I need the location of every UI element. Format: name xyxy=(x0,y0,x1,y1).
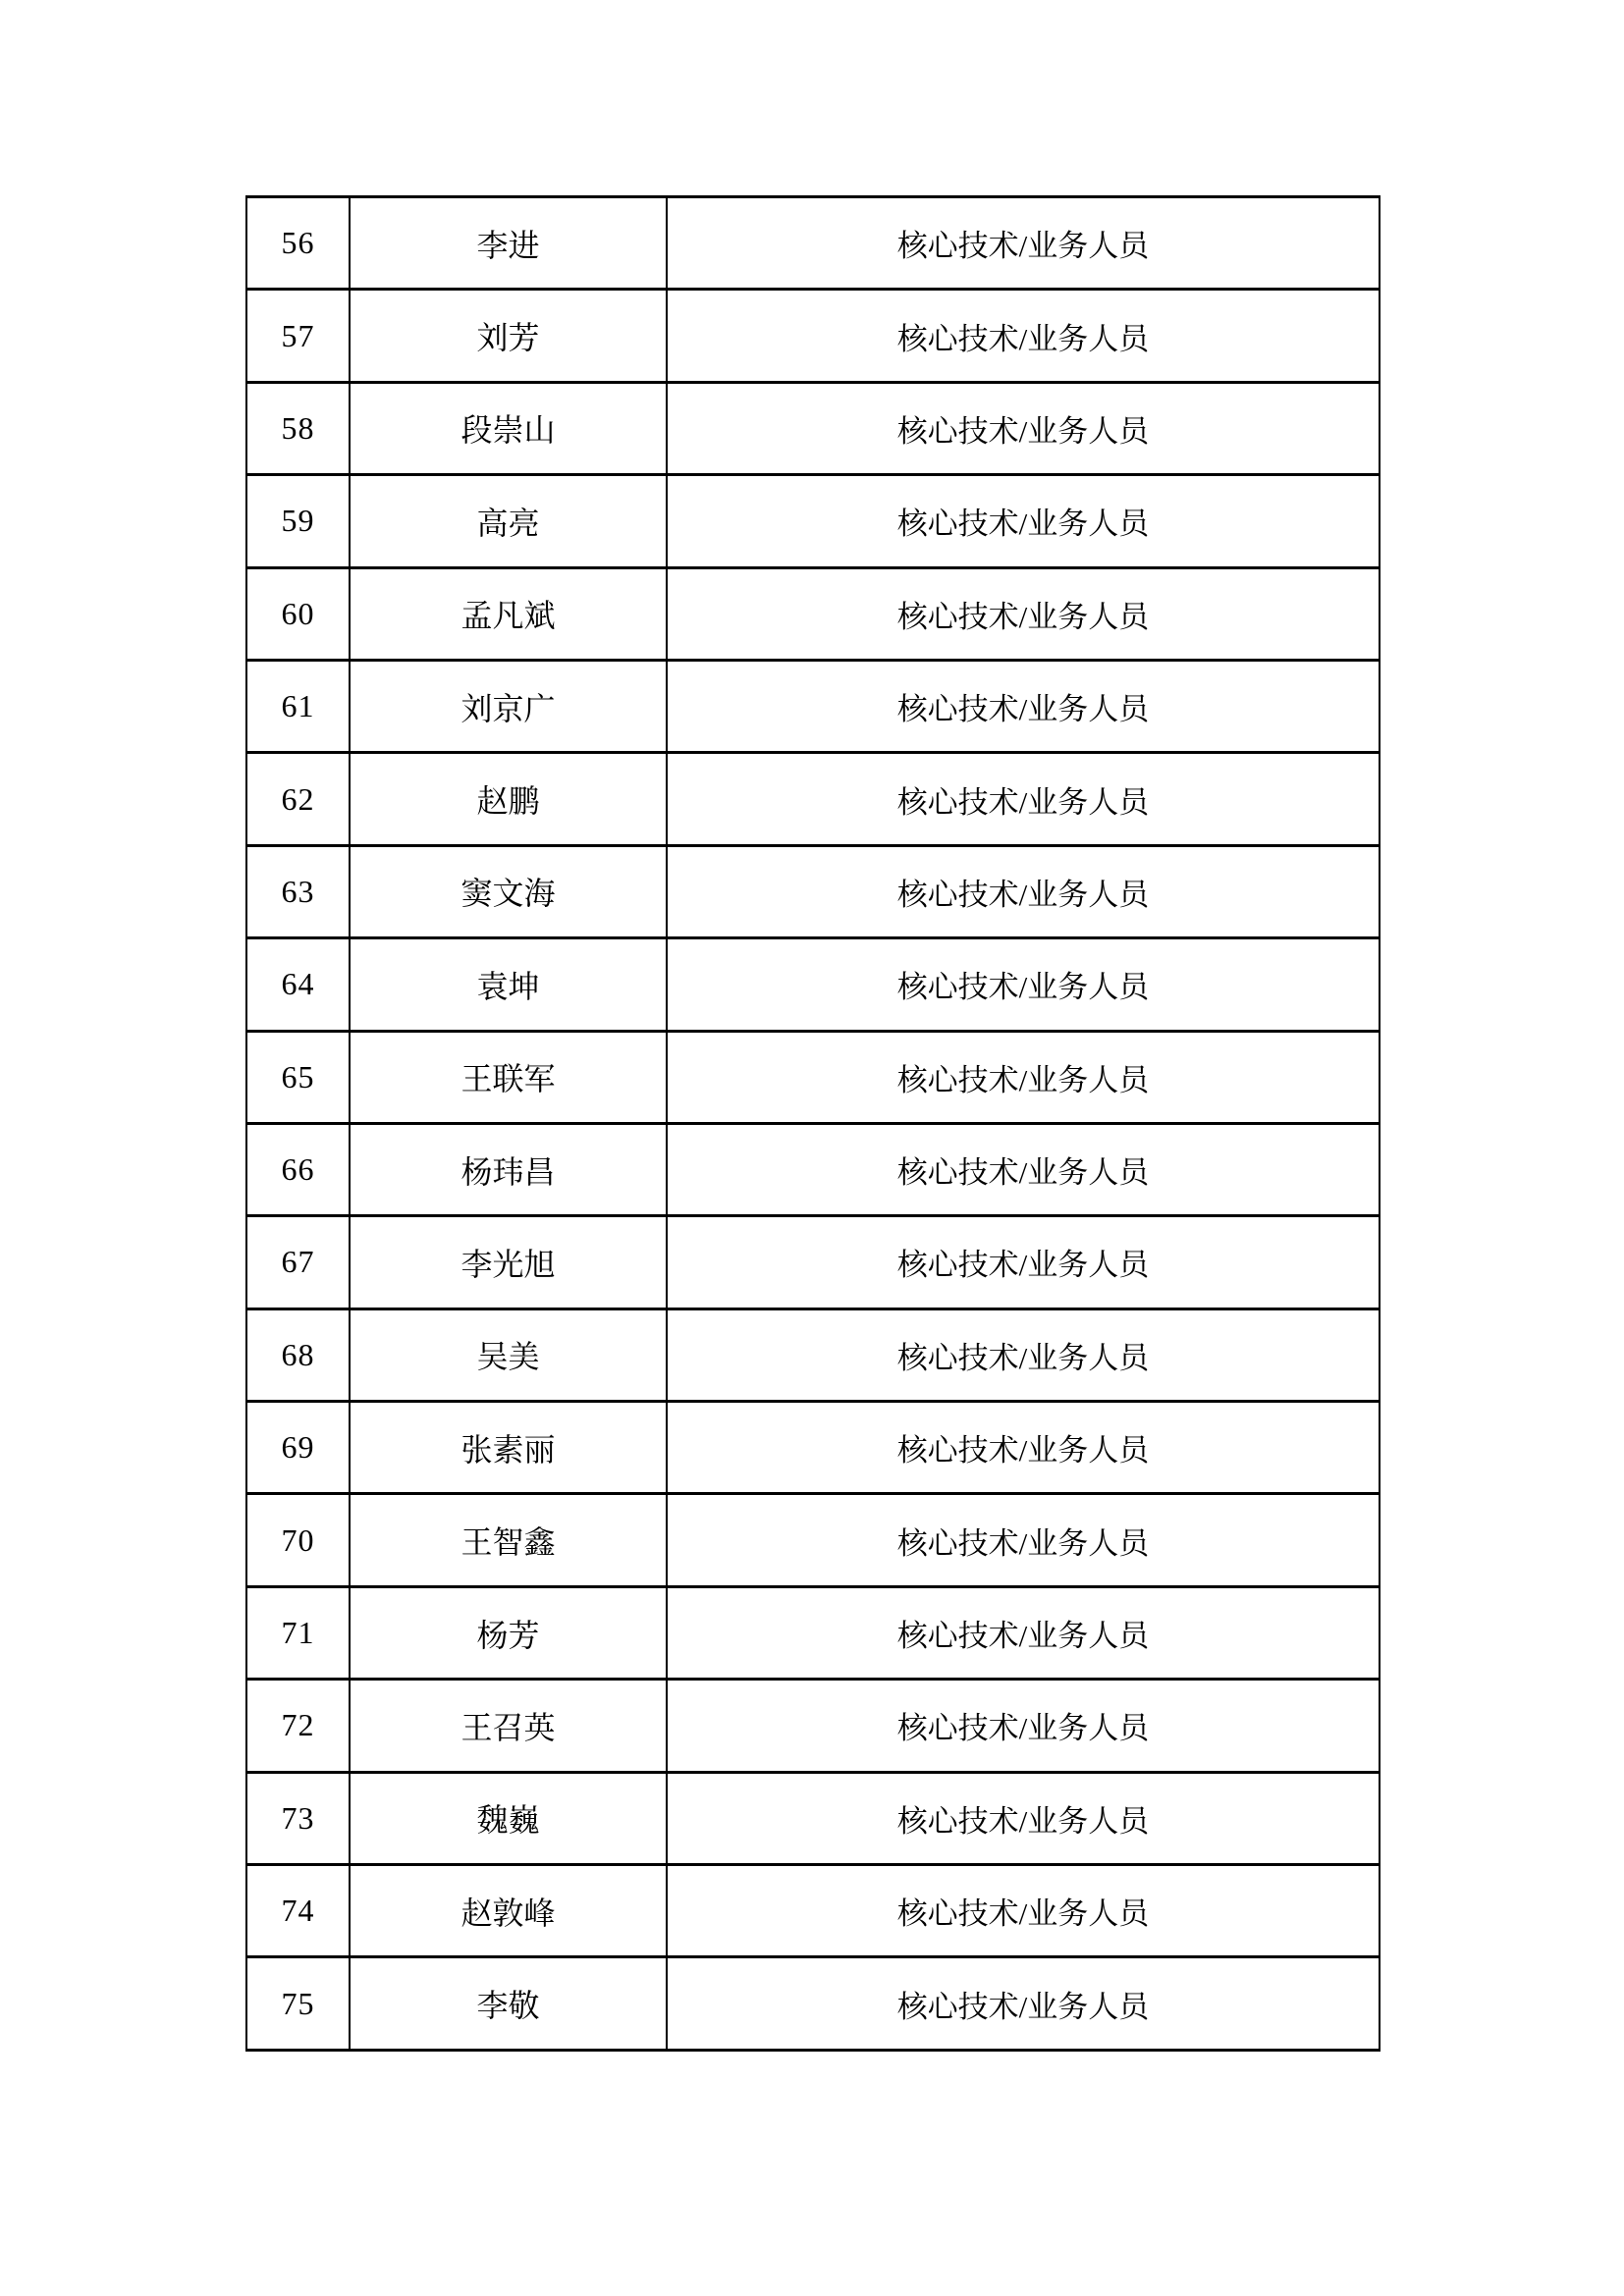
row-number-cell: 69 xyxy=(246,1402,350,1494)
employee-name-cell: 段崇山 xyxy=(350,382,667,474)
table-row xyxy=(246,1680,1380,1772)
row-number-cell: 64 xyxy=(246,938,350,1031)
row-number-cell: 60 xyxy=(246,567,350,660)
row-number-cell: 63 xyxy=(246,845,350,937)
table-row xyxy=(246,1402,1380,1494)
employee-name-cell: 李光旭 xyxy=(350,1216,667,1308)
employee-role-cell: 核心技术/业务人员 xyxy=(667,1680,1380,1772)
table-row xyxy=(246,1123,1380,1215)
employee-name-cell: 袁坤 xyxy=(350,938,667,1031)
employee-name-cell: 孟凡斌 xyxy=(350,567,667,660)
table-row xyxy=(246,1586,1380,1679)
table-row xyxy=(246,660,1380,752)
table-row xyxy=(246,567,1380,660)
employee-name-cell: 王智鑫 xyxy=(350,1494,667,1586)
employee-name-cell: 王召英 xyxy=(350,1680,667,1772)
table-row xyxy=(246,197,1380,290)
employee-role-cell: 核心技术/业务人员 xyxy=(667,1865,1380,1957)
row-number-cell: 71 xyxy=(246,1586,350,1679)
row-number-cell: 57 xyxy=(246,290,350,382)
employee-name-cell: 高亮 xyxy=(350,475,667,567)
row-number-cell: 67 xyxy=(246,1216,350,1308)
row-number-cell: 70 xyxy=(246,1494,350,1586)
table-row xyxy=(246,1031,1380,1123)
table-row xyxy=(246,382,1380,474)
roster-body xyxy=(246,197,1380,2051)
table-row xyxy=(246,845,1380,937)
row-number-cell: 68 xyxy=(246,1308,350,1401)
employee-role-cell: 核心技术/业务人员 xyxy=(667,1772,1380,1864)
employee-role-cell: 核心技术/业务人员 xyxy=(667,1957,1380,2051)
personnel-roster-table xyxy=(245,195,1380,2052)
employee-name-cell: 吴美 xyxy=(350,1308,667,1401)
employee-role-cell: 核心技术/业务人员 xyxy=(667,1494,1380,1586)
employee-role-cell: 核心技术/业务人员 xyxy=(667,1308,1380,1401)
row-number-cell: 75 xyxy=(246,1957,350,2051)
table-row xyxy=(246,475,1380,567)
employee-role-cell: 核心技术/业务人员 xyxy=(667,938,1380,1031)
row-number-cell: 72 xyxy=(246,1680,350,1772)
employee-role-cell: 核心技术/业务人员 xyxy=(667,382,1380,474)
employee-name-cell: 王联军 xyxy=(350,1031,667,1123)
employee-role-cell: 核心技术/业务人员 xyxy=(667,290,1380,382)
row-number-cell: 65 xyxy=(246,1031,350,1123)
row-number-cell: 56 xyxy=(246,197,350,290)
row-number-cell: 66 xyxy=(246,1123,350,1215)
employee-name-cell: 刘芳 xyxy=(350,290,667,382)
row-number-cell: 74 xyxy=(246,1865,350,1957)
employee-name-cell: 赵敦峰 xyxy=(350,1865,667,1957)
employee-role-cell: 核心技术/业务人员 xyxy=(667,845,1380,937)
table-row xyxy=(246,290,1380,382)
employee-role-cell: 核心技术/业务人员 xyxy=(667,660,1380,752)
table-row xyxy=(246,1216,1380,1308)
employee-name-cell: 魏巍 xyxy=(350,1772,667,1864)
employee-role-cell: 核心技术/业务人员 xyxy=(667,475,1380,567)
row-number-cell: 73 xyxy=(246,1772,350,1864)
employee-name-cell: 杨芳 xyxy=(350,1586,667,1679)
employee-role-cell: 核心技术/业务人员 xyxy=(667,1216,1380,1308)
row-number-cell: 58 xyxy=(246,382,350,474)
employee-role-cell: 核心技术/业务人员 xyxy=(667,1586,1380,1679)
employee-role-cell: 核心技术/业务人员 xyxy=(667,567,1380,660)
table-row xyxy=(246,1957,1380,2051)
table-row xyxy=(246,1865,1380,1957)
row-number-cell: 59 xyxy=(246,475,350,567)
table-row xyxy=(246,1494,1380,1586)
employee-name-cell: 张素丽 xyxy=(350,1402,667,1494)
table-row xyxy=(246,938,1380,1031)
table-row xyxy=(246,1308,1380,1401)
employee-name-cell: 刘京广 xyxy=(350,660,667,752)
employee-name-cell: 杨玮昌 xyxy=(350,1123,667,1215)
employee-role-cell: 核心技术/业务人员 xyxy=(667,1123,1380,1215)
employee-name-cell: 窦文海 xyxy=(350,845,667,937)
employee-role-cell: 核心技术/业务人员 xyxy=(667,753,1380,845)
table-row xyxy=(246,1772,1380,1864)
employee-name-cell: 李敬 xyxy=(350,1957,667,2051)
table-row xyxy=(246,753,1380,845)
employee-name-cell: 李进 xyxy=(350,197,667,290)
row-number-cell: 62 xyxy=(246,753,350,845)
employee-role-cell: 核心技术/业务人员 xyxy=(667,1031,1380,1123)
row-number-cell: 61 xyxy=(246,660,350,752)
employee-role-cell: 核心技术/业务人员 xyxy=(667,197,1380,290)
employee-role-cell: 核心技术/业务人员 xyxy=(667,1402,1380,1494)
employee-name-cell: 赵鹏 xyxy=(350,753,667,845)
